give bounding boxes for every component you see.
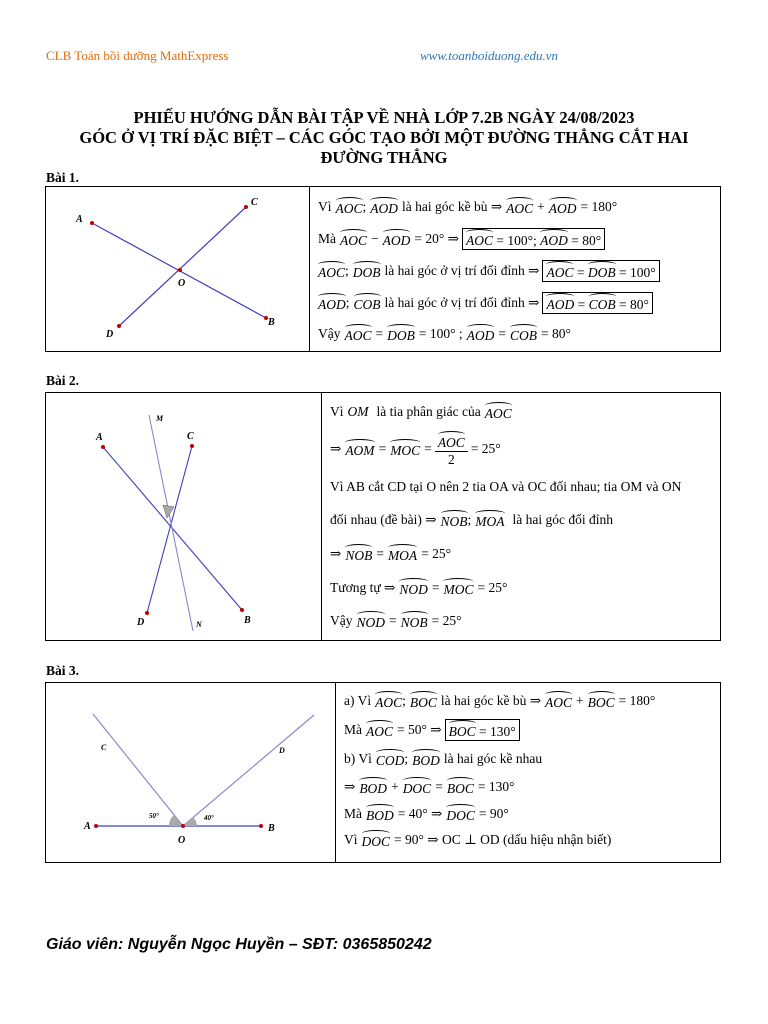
- bai3-box: [45, 682, 721, 863]
- page-title: [20, 108, 748, 168]
- bai2-box: [45, 392, 721, 641]
- bai3-answer-box: BOC = 130°: [445, 719, 520, 741]
- bai3-line-1: a) Vì AOC ; BOC là hai góc kề bù ⇒ AOC + BOC = 180°: [344, 693, 656, 710]
- bai2-point-A: A: [96, 432, 103, 443]
- bai1-label: Bài 1.: [46, 170, 80, 185]
- bai1-line-2: Mà AOC − AOD = 20° ⇒ AOC = 100°; AOD = 80°: [318, 223, 720, 255]
- bai3-point-D: D: [279, 746, 285, 755]
- bai3-point-B: B: [268, 823, 275, 834]
- bai3-line-3: b) Vì COD ; BOD là hai góc kề nhau: [344, 751, 543, 768]
- bai2-point-N: N: [196, 620, 202, 629]
- bai3-angle-50: 50°: [149, 812, 159, 820]
- bai1-point-O: O: [178, 278, 186, 289]
- bai3-diagram: [46, 683, 335, 862]
- bai3-label: Bài 3.: [46, 663, 80, 678]
- bai1-point-C: C: [251, 197, 258, 208]
- bai2-point-M: M: [156, 414, 164, 423]
- title-line-3: ĐƯỜNG THẲNG: [320, 148, 448, 167]
- bai1-line-5: Vậy AOC = DOB = 100° ; AOD = COB = 80°: [318, 326, 571, 343]
- bai2-line-6: Tương tự ⇒ NOD = MOC = 25°: [330, 580, 508, 597]
- bai2-figure: [46, 393, 322, 640]
- club-name: CLB Toán bồi dưỡng MathExpress: [46, 48, 229, 63]
- title-line-1: PHIẾU HƯỚNG DẪN BÀI TẬP VỀ NHÀ LỚP 7.2B NGÀY 24/08/2023: [133, 108, 635, 127]
- bai1-point-B: B: [268, 317, 275, 328]
- title-line-2: GÓC Ở VỊ TRÍ ĐẶC BIỆT – CÁC GÓC TẠO BỞI MỘT ĐƯỜNG THẲNG CẮT HAI: [79, 128, 689, 147]
- bai1-line-3: AOC ; DOB là hai góc ở vị trí đối đỉnh ⇒ AOC = DOB = 100°: [318, 255, 720, 287]
- bai1-line-4: AOD ; COB là hai góc ở vị trí đối đỉnh ⇒ AOD = COB = 80°: [318, 287, 720, 319]
- bai1-box: [45, 186, 721, 352]
- bai3-point-O: O: [178, 835, 186, 846]
- bai1-figure: [46, 187, 310, 351]
- bai3-line-4: ⇒ BOD + DOC = BOC = 130°: [344, 779, 515, 796]
- bai1-answer-box: AOC = 100°; AOD = 80°: [462, 228, 605, 250]
- bai3-angle-40: 40°: [204, 814, 214, 822]
- bai3-line-5: Mà BOD = 40° ⇒ DOC = 90°: [344, 806, 509, 823]
- teacher-footer: Giáo viên: Nguyễn Ngọc Huyền – SĐT: 0365850242: [46, 936, 432, 953]
- bai1-point-D: D: [106, 329, 114, 340]
- bai3-line-6: Vì DOC = 90° ⇒ OC ⊥ OD (dấu hiệu nhận biết): [344, 832, 612, 849]
- bai2-solution: [322, 393, 720, 640]
- bai3-line-2: Mà AOC = 50° ⇒ BOC = 130°: [344, 715, 720, 745]
- bai1-point-A: A: [76, 214, 83, 225]
- bai2-line-5: ⇒ NOB = MOA = 25°: [330, 546, 452, 563]
- bai2-point-C: C: [187, 431, 194, 442]
- bai2-line-7: Vậy NOD = NOB = 25°: [330, 613, 462, 630]
- bai2-line-4: đối nhau (đề bài) ⇒ NOB ; MOA là hai góc đối đỉnh: [330, 512, 614, 529]
- bai1-diagram: [46, 187, 309, 351]
- bai2-line-1: Vì OM là tia phân giác của AOC: [330, 404, 512, 421]
- bai3-figure: [46, 683, 336, 862]
- bai2-point-B: B: [244, 615, 251, 626]
- bai1-answer-box-2: AOC = DOB = 100°: [542, 260, 659, 282]
- bai3-point-C: C: [101, 743, 107, 752]
- bai2-line-3: Vì AB cắt CD tại O nên 2 tia OA và OC đối nhau; tia OM và ON: [330, 479, 682, 494]
- bai2-label: Bài 2.: [46, 373, 80, 388]
- bai1-answer-box-3: AOD = COB = 80°: [542, 292, 652, 314]
- bai3-point-A: A: [84, 821, 91, 832]
- bai1-solution: [310, 187, 720, 351]
- website-link[interactable]: www.toanboiduong.edu.vn: [420, 48, 559, 63]
- bai2-point-D: D: [137, 617, 145, 628]
- bai3-solution: [336, 683, 720, 862]
- bai2-line-2: ⇒ AOM = MOC = $\frac{\text{AOC}}{2}$ = 25°: [330, 427, 720, 471]
- bai2-diagram: [46, 393, 321, 640]
- bai1-line-1: Vì AOC ; AOD là hai góc kề bù ⇒ AOC + AOD = 180°: [318, 199, 618, 216]
